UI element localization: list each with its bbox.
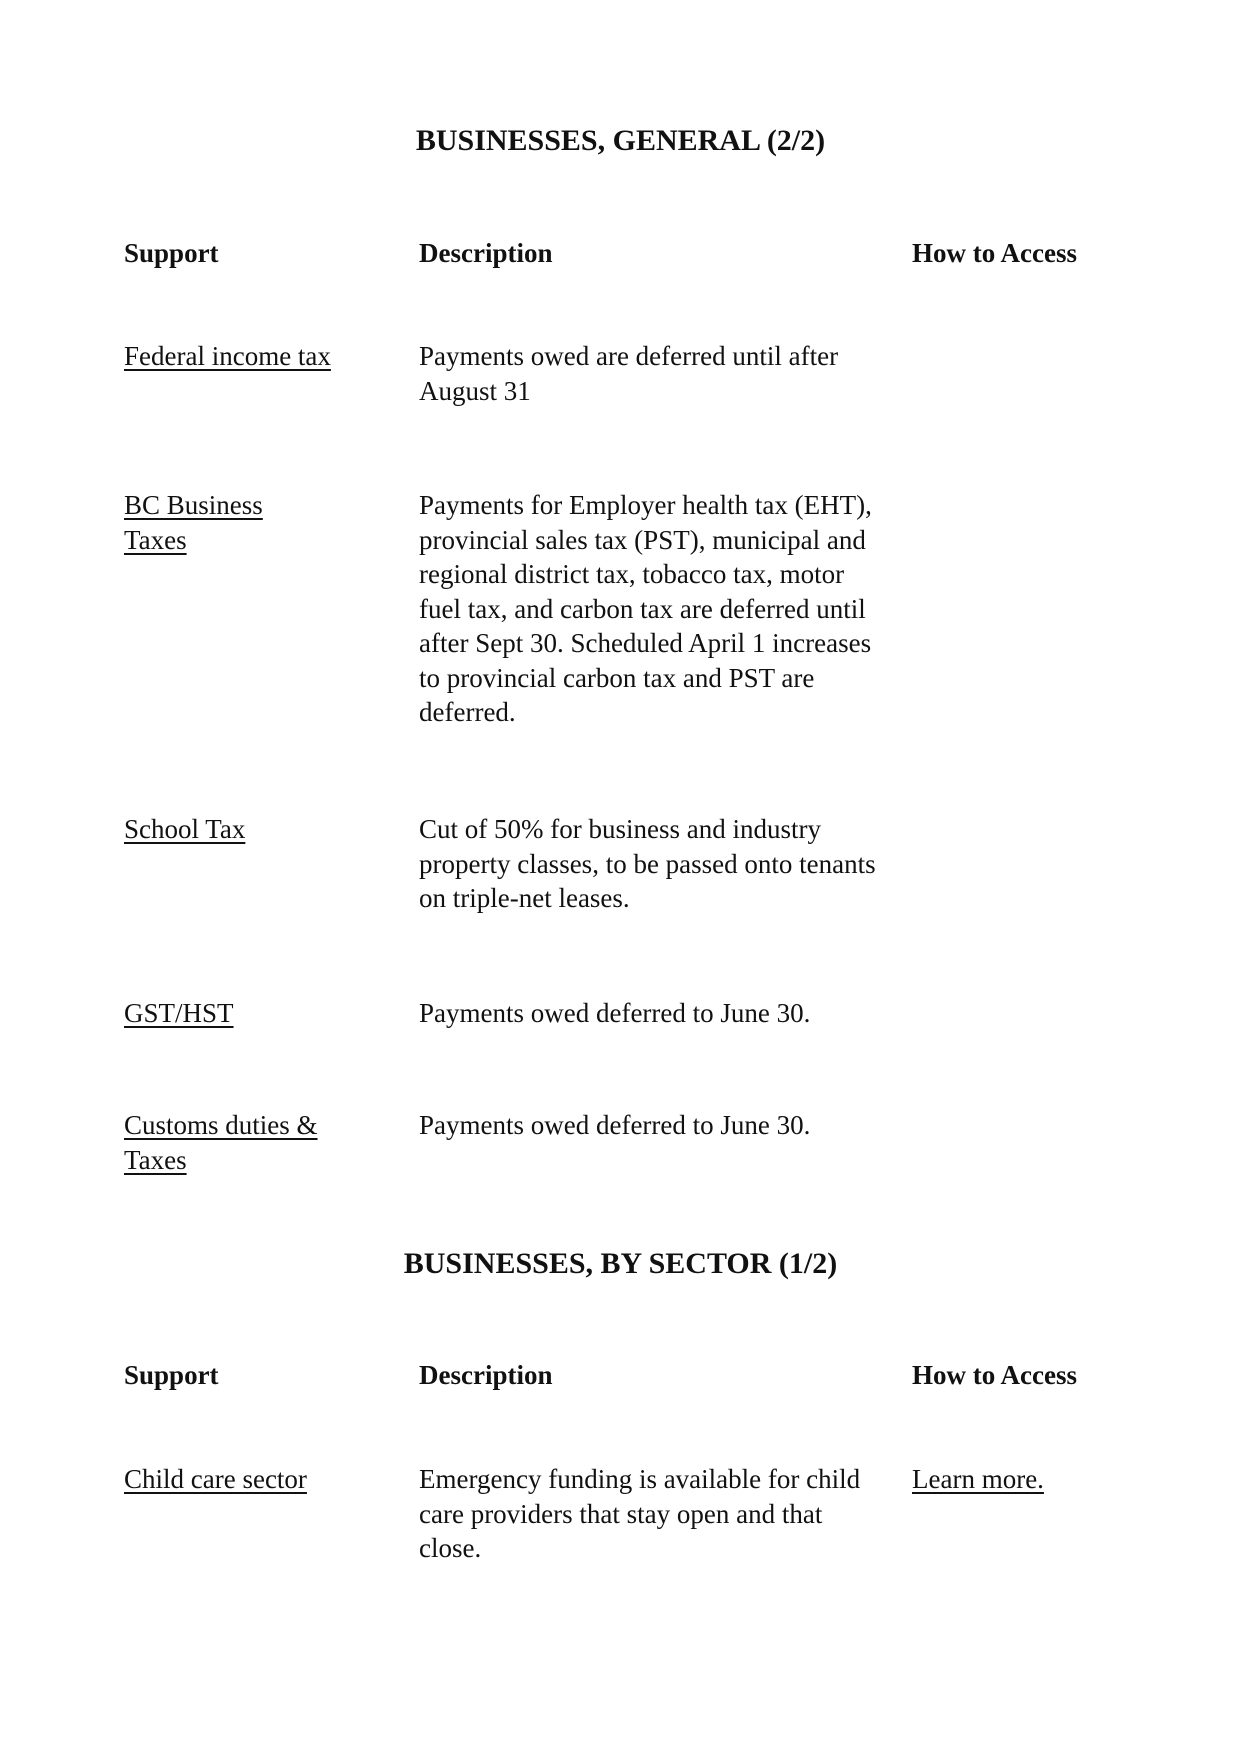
section-title: BUSINESSES, GENERAL (2/2) — [415, 124, 826, 157]
support-link-child-care-sector[interactable]: Child care sector — [124, 1464, 307, 1494]
support-link-customs-duties[interactable]: Customs duties & Taxes — [124, 1110, 318, 1175]
row-description: Payments for Employer health tax (EHT), provincial sales tax (PST), municipal and regional district tax, tobacco tax, motor fuel tax, and carbon tax are deferred until after Sept 30. Scheduled April 1 increases to provincial carbon tax and PST are deferred. — [419, 490, 872, 727]
support-link-federal-income-tax[interactable]: Federal income tax — [124, 341, 331, 371]
column-header-access: How to Access — [912, 238, 1077, 268]
row-description: Payments owed deferred to June 30. — [419, 1110, 811, 1140]
support-link-gst-hst[interactable]: GST/HST — [124, 998, 234, 1028]
row-description: Cut of 50% for business and industry property classes, to be passed onto tenants on triple-net leases. — [419, 814, 876, 913]
support-link-bc-business-taxes[interactable]: BC Business Taxes — [124, 490, 263, 555]
column-header-description: Description — [419, 238, 553, 268]
row-description: Payments owed are deferred until after August 31 — [419, 341, 839, 406]
section-title: BUSINESSES, BY SECTOR (1/2) — [403, 1247, 838, 1280]
row-description: Payments owed deferred to June 30. — [419, 998, 811, 1028]
column-header-description: Description — [419, 1360, 553, 1390]
column-header-access: How to Access — [912, 1360, 1077, 1390]
column-header-support: Support — [124, 238, 219, 268]
row-description: Emergency funding is available for child care providers that stay open and that close. — [419, 1464, 861, 1563]
learn-more-link[interactable]: Learn more. — [912, 1464, 1044, 1494]
column-header-support: Support — [124, 1360, 219, 1390]
support-link-school-tax[interactable]: School Tax — [124, 814, 246, 844]
